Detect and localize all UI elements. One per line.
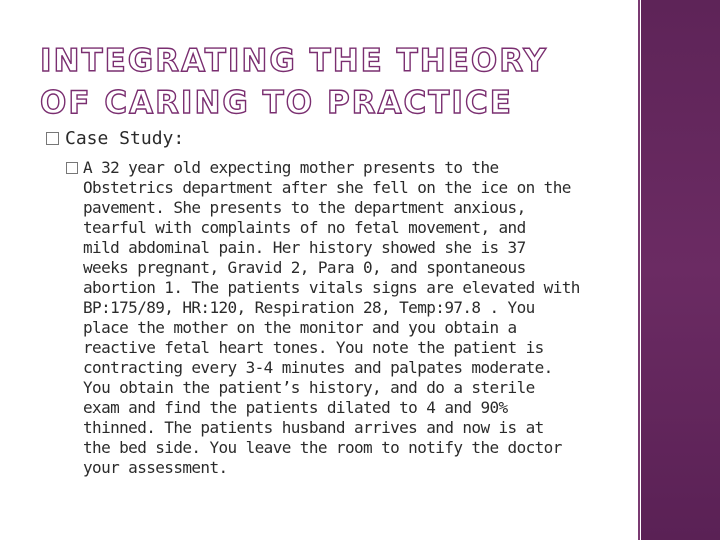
case-description-text: A 32 year old expecting mother presents to the Obstetrics department after she fell on the ice on the pavement. She presents to the department anxious, tearful with complaints of no fetal movement, and mild abdominal pain. Her history showed she is 37 weeks pregnant, Gravid 2, Para 0, and spontaneous abortion 1. The patients vitals signs are elevated with BP:175/89, HR:120, Respiration 28, Temp:97.8 . You place the mother on the monitor and you obtain a reactive fetal heart tones. You note the patient is contracting every 3-4 minutes and palpates moderate. You obtain the patient’s history, and do a sterile exam and find the patients dilated to 4 and 90% thinned. The patients husband arrives and now is at the bed side. You leave the room to notify the doctor your assessment. — [83, 158, 580, 477]
side-divider — [638, 0, 640, 540]
bullet-case-study — [46, 128, 184, 150]
bullet-case-description — [66, 158, 606, 478]
side-accent-panel — [641, 0, 720, 540]
case-study-label: Case Study: — [65, 128, 185, 149]
square-bullet-icon — [46, 132, 59, 145]
square-bullet-icon — [66, 162, 78, 174]
slide-title: INTEGRATING THE THEORY OF CARING TO PRACTICE — [40, 43, 548, 121]
